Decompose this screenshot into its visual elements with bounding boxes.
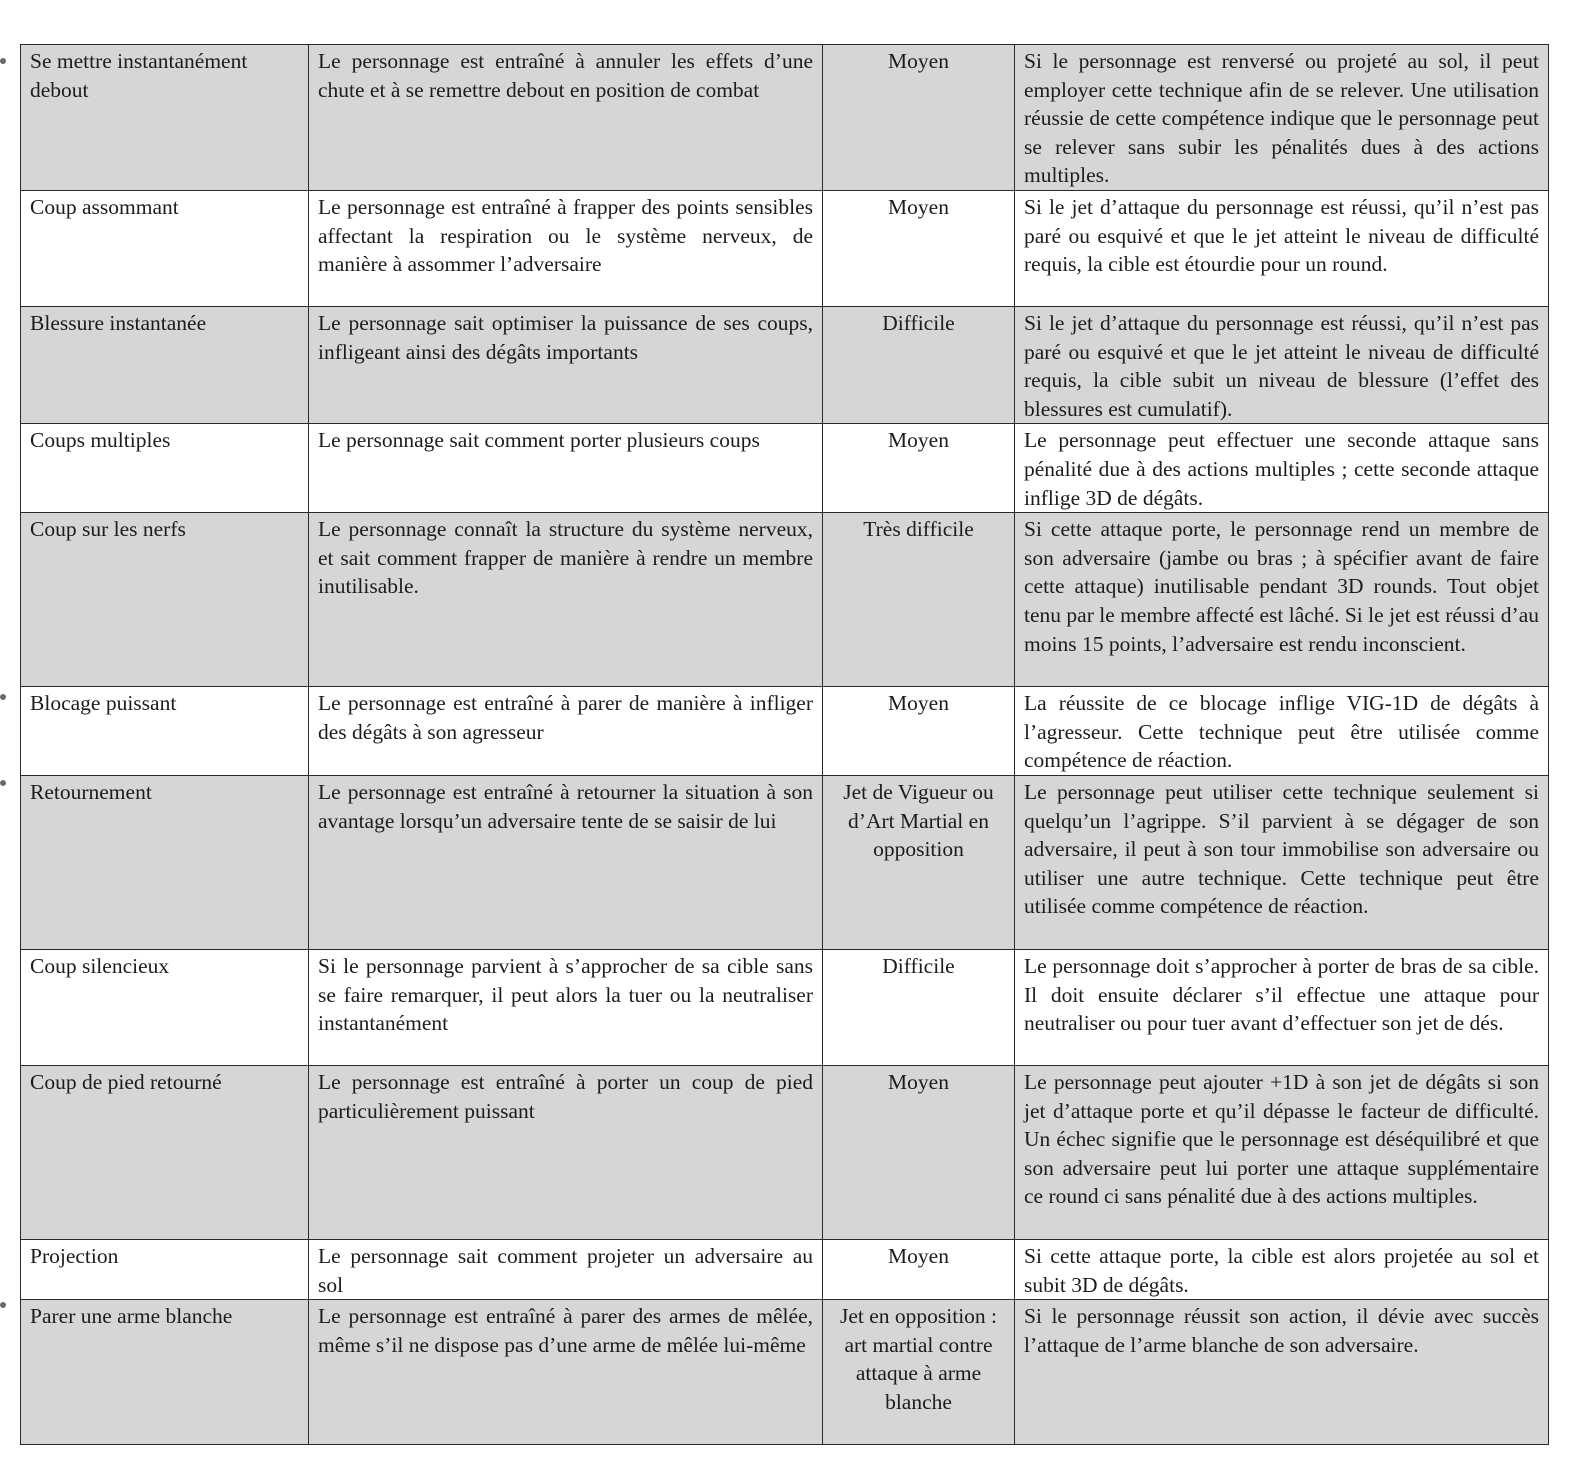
technique-name: Coup assommant bbox=[21, 190, 309, 306]
technique-description: Le personnage est entraîné à annuler les effets d’une chute et à se remettre debout en position de combat bbox=[309, 45, 823, 191]
table-row bbox=[21, 424, 1549, 513]
martial-techniques-table bbox=[20, 44, 1549, 1445]
technique-difficulty: Difficile bbox=[823, 306, 1015, 423]
technique-name: Retournement bbox=[21, 775, 309, 949]
technique-difficulty: Difficile bbox=[823, 949, 1015, 1065]
technique-difficulty: Jet de Vigueur ou d’Art Martial en opposition bbox=[823, 775, 1015, 949]
technique-difficulty: Moyen bbox=[823, 1065, 1015, 1239]
technique-description: Le personnage sait comment porter plusieurs coups bbox=[309, 424, 823, 513]
table-row bbox=[21, 687, 1549, 776]
table-row bbox=[21, 45, 1549, 191]
table-row bbox=[21, 513, 1549, 687]
technique-name: Coups multiples bbox=[21, 424, 309, 513]
table-row bbox=[21, 306, 1549, 423]
technique-description: Le personnage est entraîné à frapper des points sensibles affectant la respiration ou le système nerveux, de manière à assommer l’adversaire bbox=[309, 190, 823, 306]
table-row bbox=[21, 1239, 1549, 1299]
technique-name: Projection bbox=[21, 1239, 309, 1299]
margin-mark bbox=[0, 58, 6, 64]
technique-name: Blessure instantanée bbox=[21, 306, 309, 423]
technique-effect: La réussite de ce blocage inflige VIG-1D de dégâts à l’agresseur. Cette technique peut être utilisée comme compétence de réaction. bbox=[1015, 687, 1549, 776]
technique-difficulty: Moyen bbox=[823, 687, 1015, 776]
margin-mark bbox=[0, 780, 6, 786]
technique-name: Coup de pied retourné bbox=[21, 1065, 309, 1239]
technique-effect: Le personnage peut ajouter +1D à son jet de dégâts si son jet d’attaque porte et qu’il dépasse le facteur de difficulté. Un échec signifie que le personnage est déséquilibré et que son adversaire peut lui porter une attaque supplémentaire ce round ci sans pénalité due à des actions multiples. bbox=[1015, 1065, 1549, 1239]
technique-description: Le personnage connaît la structure du système nerveux, et sait comment frapper de manière à rendre un membre inutilisable. bbox=[309, 513, 823, 687]
technique-description: Le personnage est entraîné à parer des armes de mêlée, même s’il ne dispose pas d’une arme de mêlée lui-même bbox=[309, 1300, 823, 1445]
technique-difficulty: Très difficile bbox=[823, 513, 1015, 687]
table-row bbox=[21, 949, 1549, 1065]
technique-description: Le personnage est entraîné à retourner la situation à son avantage lorsqu’un adversaire tente de se saisir de lui bbox=[309, 775, 823, 949]
technique-difficulty: Moyen bbox=[823, 1239, 1015, 1299]
technique-description: Le personnage est entraîné à porter un coup de pied particulièrement puissant bbox=[309, 1065, 823, 1239]
technique-name: Coup silencieux bbox=[21, 949, 309, 1065]
technique-name: Parer une arme blanche bbox=[21, 1300, 309, 1445]
margin-mark bbox=[0, 694, 6, 700]
table-row bbox=[21, 190, 1549, 306]
technique-effect: Le personnage peut utiliser cette technique seulement si quelqu’un l’agrippe. S’il parvient à se dégager de son adversaire, il peut à son tour immobilise son adversaire ou utiliser une autre technique. Cette technique peut être utilisée comme compétence de réaction. bbox=[1015, 775, 1549, 949]
technique-difficulty: Moyen bbox=[823, 190, 1015, 306]
technique-difficulty: Jet en opposition : art martial contre attaque à arme blanche bbox=[823, 1300, 1015, 1445]
table-row bbox=[21, 1300, 1549, 1445]
technique-name: Blocage puissant bbox=[21, 687, 309, 776]
technique-effect: Si le personnage est renversé ou projeté au sol, il peut employer cette technique afin de se relever. Une utilisation réussie de cette compétence indique que le personnage peut se relever sans subir les pénalités dues à des actions multiples. bbox=[1015, 45, 1549, 191]
technique-description: Si le personnage parvient à s’approcher de sa cible sans se faire remarquer, il peut alors la tuer ou la neutraliser instantanément bbox=[309, 949, 823, 1065]
technique-description: Le personnage sait comment projeter un adversaire au sol bbox=[309, 1239, 823, 1299]
table-row bbox=[21, 1065, 1549, 1239]
technique-effect: Si le jet d’attaque du personnage est réussi, qu’il n’est pas paré ou esquivé et que le jet atteint le niveau de difficulté requis, la cible est étourdie pour un round. bbox=[1015, 190, 1549, 306]
technique-effect: Si cette attaque porte, la cible est alors projetée au sol et subit 3D de dégâts. bbox=[1015, 1239, 1549, 1299]
margin-mark bbox=[0, 1302, 6, 1308]
technique-description: Le personnage est entraîné à parer de manière à infliger des dégâts à son agresseur bbox=[309, 687, 823, 776]
technique-name: Se mettre instantanément debout bbox=[21, 45, 309, 191]
technique-effect: Le personnage doit s’approcher à porter de bras de sa cible. Il doit ensuite déclarer s’il effectue une attaque pour neutraliser ou pour tuer avant d’effectuer son jet de dés. bbox=[1015, 949, 1549, 1065]
technique-name: Coup sur les nerfs bbox=[21, 513, 309, 687]
technique-effect: Si le personnage réussit son action, il dévie avec succès l’attaque de l’arme blanche de son adversaire. bbox=[1015, 1300, 1549, 1445]
technique-effect: Le personnage peut effectuer une seconde attaque sans pénalité due à des actions multiples ; cette seconde attaque inflige 3D de dégâts. bbox=[1015, 424, 1549, 513]
technique-effect: Si le jet d’attaque du personnage est réussi, qu’il n’est pas paré ou esquivé et que le jet atteint le niveau de difficulté requis, la cible subit un niveau de blessure (l’effet des blessures est cumulatif). bbox=[1015, 306, 1549, 423]
technique-effect: Si cette attaque porte, le personnage rend un membre de son adversaire (jambe ou bras ; à spécifier avant de faire cette attaque) inutilisable pendant 3D rounds. Tout objet tenu par le membre affecté est lâché. Si le jet est réussi d’au moins 15 points, l’adversaire est rendu inconscient. bbox=[1015, 513, 1549, 687]
technique-description: Le personnage sait optimiser la puissance de ses coups, infligeant ainsi des dégâts importants bbox=[309, 306, 823, 423]
table-row bbox=[21, 775, 1549, 949]
technique-difficulty: Moyen bbox=[823, 424, 1015, 513]
technique-difficulty: Moyen bbox=[823, 45, 1015, 191]
